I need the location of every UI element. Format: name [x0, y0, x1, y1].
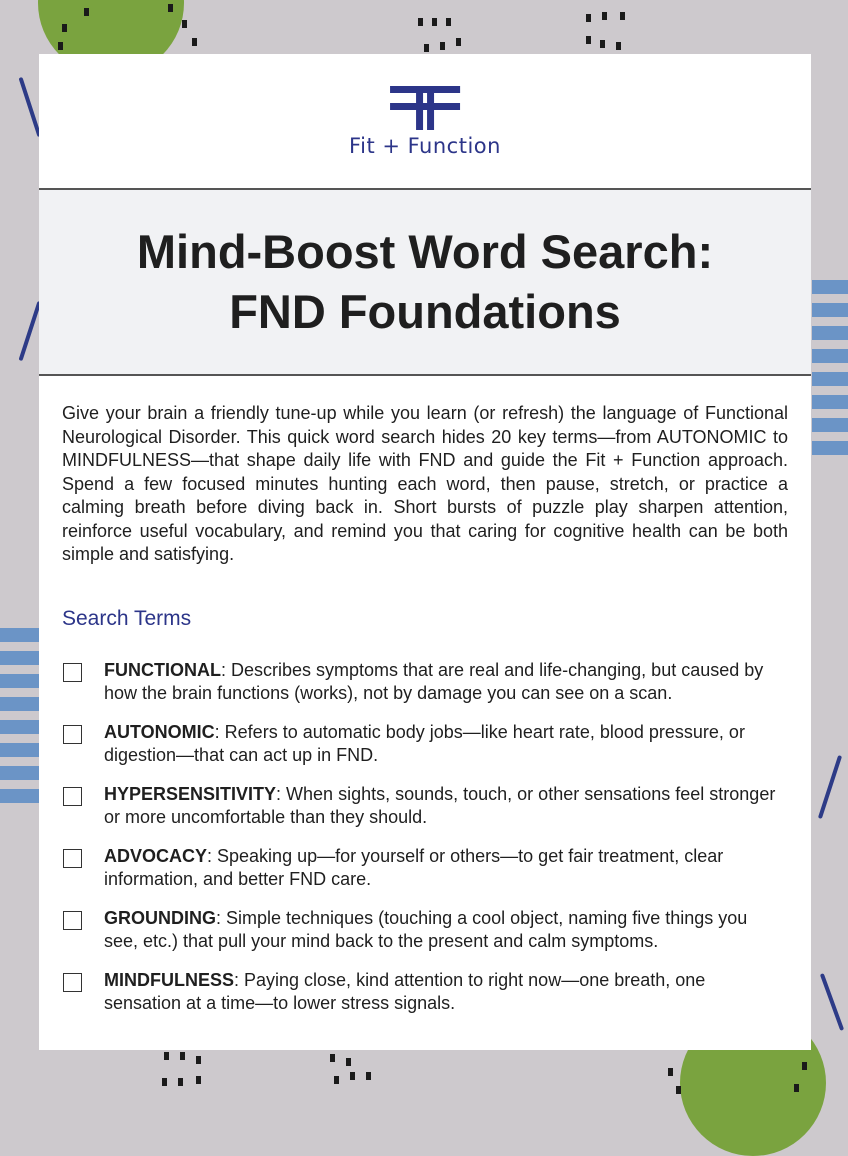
decor-dot — [794, 1084, 799, 1092]
decor-dot — [162, 1078, 167, 1086]
decor-dot — [446, 18, 451, 26]
decor-dot — [676, 1086, 681, 1094]
term-checkbox[interactable] — [63, 973, 82, 992]
term-definition: : Speaking up—for yourself or others—to get fair treatment, clear information, and better FND care. — [104, 845, 724, 889]
term-text — [104, 659, 784, 706]
term-text — [104, 783, 784, 830]
term-name: MINDFULNESS — [104, 969, 234, 990]
header — [39, 54, 811, 190]
decor-dot — [456, 38, 461, 46]
term-text — [104, 721, 784, 768]
term-text — [104, 969, 784, 1016]
decor-dot — [346, 1058, 351, 1066]
decor-dot — [366, 1072, 371, 1080]
term-definition: : Refers to automatic body jobs—like heart rate, blood pressure, or digestion—that can act up in FND. — [104, 721, 745, 765]
decor-stripes-left — [0, 628, 39, 812]
list-item — [63, 969, 811, 1016]
term-name: HYPERSENSITIVITY — [104, 783, 277, 804]
decor-dot — [432, 18, 437, 26]
decor-dot — [586, 36, 591, 44]
title-line-2: FND Foundations — [229, 285, 621, 338]
term-checkbox[interactable] — [63, 911, 82, 930]
term-checkbox[interactable] — [63, 849, 82, 868]
list-item — [63, 907, 811, 954]
term-name: AUTONOMIC — [104, 721, 215, 742]
decor-dot — [180, 1052, 185, 1060]
decor-dot — [602, 12, 607, 20]
title-line-1: Mind-Boost Word Search: — [136, 225, 714, 278]
title-band — [39, 190, 811, 376]
search-terms-list — [63, 659, 811, 1016]
decor-dot — [668, 1068, 673, 1076]
term-definition: : Simple techniques (touching a cool object, naming five things you see, etc.) that pull your mind back to the present and calm symptoms. — [104, 907, 748, 951]
list-item — [63, 659, 811, 706]
decor-dot — [192, 38, 197, 46]
decor-dot — [330, 1054, 335, 1062]
decor-dot — [616, 42, 621, 50]
decor-slash-4 — [820, 973, 844, 1031]
list-item — [63, 721, 811, 768]
decor-dot — [182, 20, 187, 28]
decor-dot — [196, 1076, 201, 1084]
term-name: ADVOCACY — [104, 845, 208, 866]
intro-paragraph: Give your brain a friendly tune-up while you learn (or refresh) the language of Functional Neurological Disorder. This quick word search hides 20 key terms—from AUTONOMIC to MINDFULNESS—that shape daily life with FND and guide the Fit + Function approach. Spend a few focused minutes hunting each word, then pause, stretch, or practice a calming breath before diving back in. Short bursts of puzzle play sharpen attention, reinforce useful vocabulary, and remind you that caring for cognitive health can be both simple and satisfying. — [62, 403, 788, 564]
term-text — [104, 907, 784, 954]
decor-dot — [58, 42, 63, 50]
brand-logo — [349, 86, 501, 158]
decor-dot — [196, 1056, 201, 1064]
term-name: GROUNDING — [104, 907, 216, 928]
search-terms-heading: Search Terms — [62, 606, 192, 630]
decor-dot — [84, 8, 89, 16]
decor-dot — [424, 44, 429, 52]
page-title — [137, 222, 713, 342]
term-checkbox[interactable] — [63, 725, 82, 744]
decor-dot — [418, 18, 423, 26]
decor-dot — [168, 4, 173, 12]
decor-dot — [440, 42, 445, 50]
term-checkbox[interactable] — [63, 663, 82, 682]
decor-dot — [586, 14, 591, 22]
decor-dot — [334, 1076, 339, 1084]
term-checkbox[interactable] — [63, 787, 82, 806]
decor-dot — [600, 40, 605, 48]
ff-logo-icon — [386, 86, 464, 130]
list-item — [63, 845, 811, 892]
brand-name: Fit + Function — [349, 134, 501, 158]
term-definition: : Paying close, kind attention to right now—one breath, one sensation at a time—to lower stress signals. — [104, 969, 706, 1013]
list-item — [63, 783, 811, 830]
term-definition: : When sights, sounds, touch, or other sensations feel stronger or more uncomfortable than they should. — [104, 783, 776, 827]
decor-stripes-right — [812, 280, 848, 464]
decor-dot — [62, 24, 67, 32]
term-definition: : Describes symptoms that are real and life-changing, but caused by how the brain functions (works), not by damage you can see on a scan. — [104, 659, 764, 703]
decor-dot — [178, 1078, 183, 1086]
worksheet-card — [39, 54, 811, 1050]
decor-dot — [164, 1052, 169, 1060]
decor-dot — [620, 12, 625, 20]
decor-slash-3 — [818, 755, 842, 819]
term-name: FUNCTIONAL — [104, 659, 221, 680]
term-text — [104, 845, 784, 892]
decor-dot — [802, 1062, 807, 1070]
decor-dot — [350, 1072, 355, 1080]
